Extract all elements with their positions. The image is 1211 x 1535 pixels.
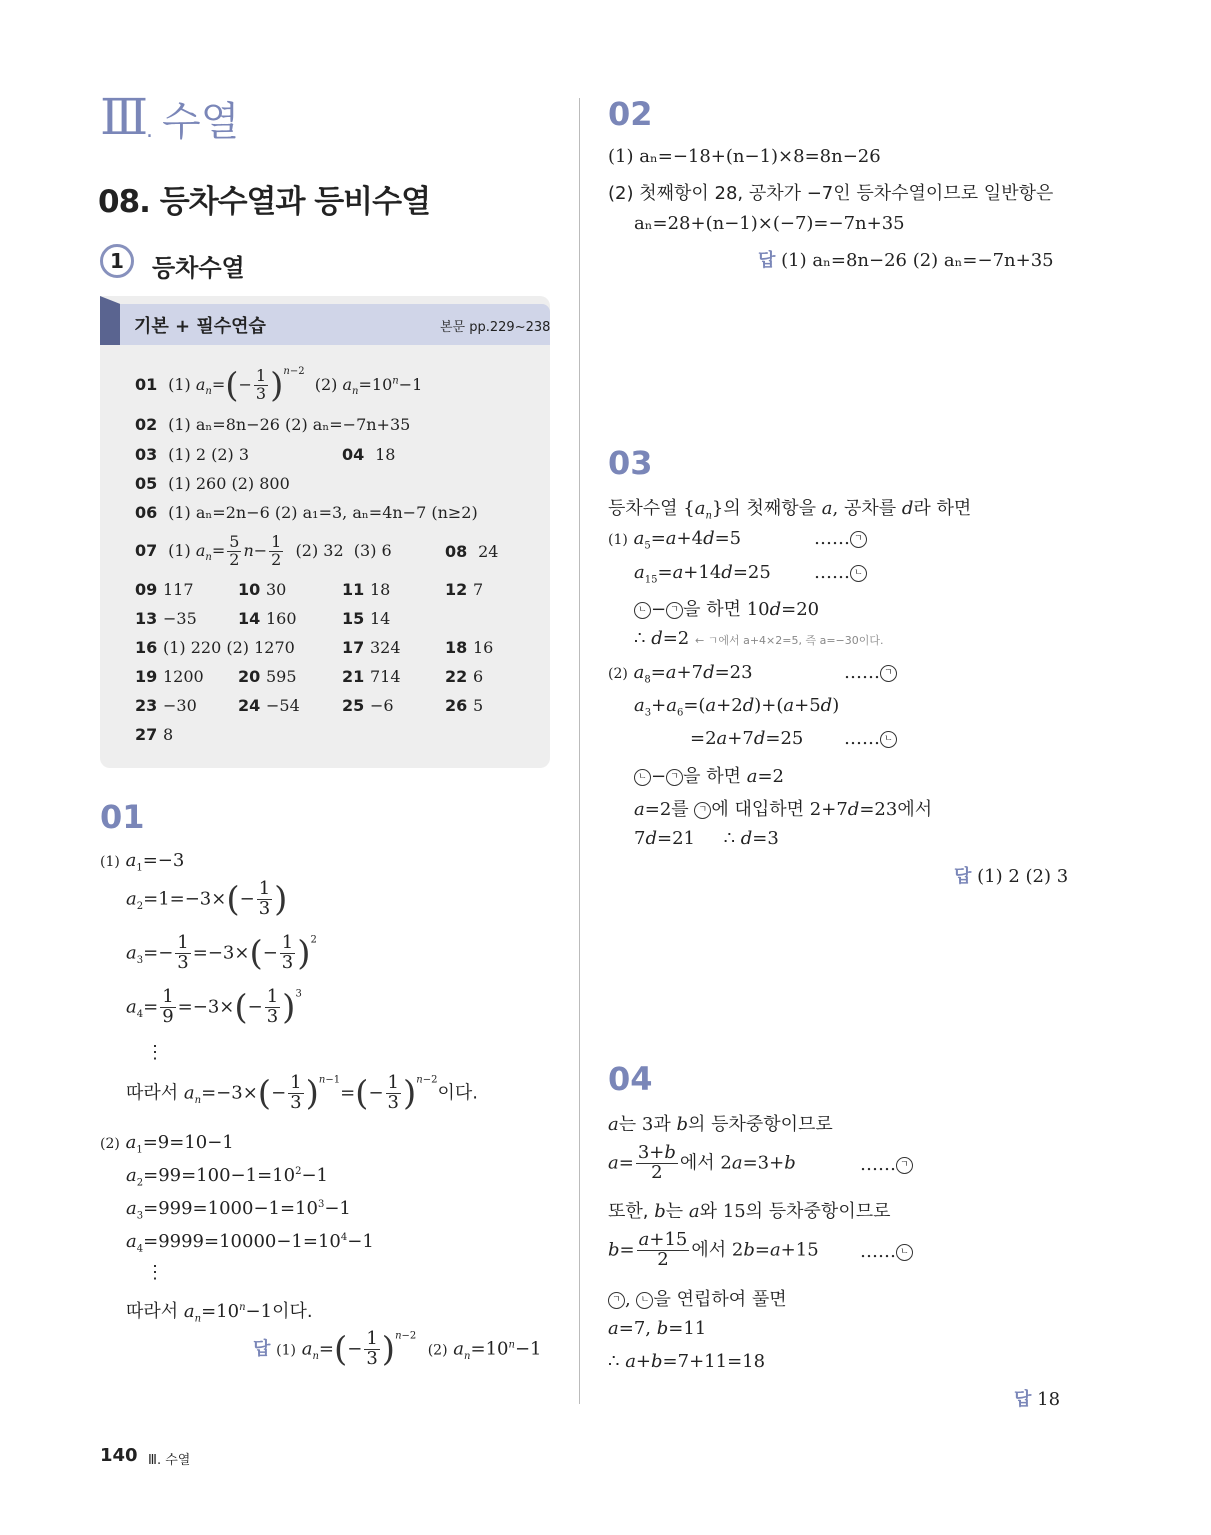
practice-answer-17 xyxy=(342,638,401,657)
p01-line: 따라서 $a_n=-3\times(-$ $\frac{1}{3}$ )$^{n-1}$=(− $\frac{1}{3}$ )$^{n-2}$이다. xyxy=(126,1072,478,1114)
p03-line: $a_3+a_6=(a+2d)+(a+5d)$ xyxy=(634,695,840,719)
answer-mark: 답 xyxy=(1014,1389,1032,1410)
answer-number: 05 xyxy=(135,474,158,493)
practice-answer-14 xyxy=(238,609,297,628)
answer-value: −6 xyxy=(370,696,394,715)
problem-number-02: 02 xyxy=(608,95,653,133)
p03-line: ∴ d=2 ← ㄱ에서 a+4×2=5, 즉 a=−30이다. xyxy=(634,628,884,649)
p04-marker: …… ㄱ xyxy=(860,1154,913,1175)
answer-number: 24 xyxy=(238,696,261,715)
practice-answer-19 xyxy=(135,667,204,686)
answer-number: 23 xyxy=(135,696,158,715)
p02-answer xyxy=(758,246,1054,272)
answer-value: 18 xyxy=(375,445,396,464)
section-title: 08. 등차수열과 등비수열 xyxy=(98,184,431,220)
practice-answer-07 xyxy=(135,534,392,569)
p01-line: $a_4=9999=10000-1=10^4-1$ xyxy=(126,1231,374,1255)
practice-answer-09 xyxy=(135,580,194,599)
p03-marker: …… ㄴ xyxy=(844,728,897,749)
p01-line: $a_4=$ $\frac{1}{9}$ =−3×(− $\frac{1}{3}$ )$^3$ xyxy=(126,986,302,1028)
p03-line: $a_{15}=a+14d=25$ xyxy=(634,562,771,586)
practice-answer-06 xyxy=(135,503,478,522)
p03-marker: …… ㄱ xyxy=(844,662,897,683)
answer-number: 13 xyxy=(135,609,158,628)
answer-number: 01 xyxy=(135,375,158,394)
answer-value: 8 xyxy=(163,725,174,744)
answer-mark: 답 xyxy=(954,866,972,887)
answer-value: (1) 220 (2) 1270 xyxy=(163,638,295,657)
answer-number: 07 xyxy=(135,540,158,560)
answer-value: 18 xyxy=(370,580,391,599)
p01-line: $a_3=-$ $\frac{1}{3}$ =−3×(− $\frac{1}{3}$ )$^2$ xyxy=(126,932,317,974)
answer-value: (1) aₙ=2n−6 (2) a₁=3, aₙ=4n−7 (n≥2) xyxy=(168,503,478,522)
practice-answer-16 xyxy=(135,638,295,657)
p03-line: a=2를 ㄱ 에 대입하면 2+7d=23에서 xyxy=(634,799,933,820)
answer-number: 18 xyxy=(445,638,468,657)
p01-vdots: ⋮ xyxy=(146,1262,164,1283)
answer-value: (1) $a_n=$ $\frac{5}{2}$ n− $\frac{1}{2}$ (2) 32 (3) 6 xyxy=(168,532,392,569)
practice-answer-13 xyxy=(135,609,197,628)
answer-number: 10 xyxy=(238,580,261,599)
practice-answer-23 xyxy=(135,696,197,715)
p03-line: ㄴ − ㄱ 을 하면 a=2 xyxy=(634,762,784,788)
answer-number: 26 xyxy=(445,696,468,715)
practice-title: 기본 + 필수연습 xyxy=(134,316,266,337)
problem-number-01: 01 xyxy=(100,798,145,836)
p03-line: ㄴ − ㄱ 을 하면 10d=20 xyxy=(634,595,819,621)
answer-number: 03 xyxy=(135,445,158,464)
answer-value: 6 xyxy=(473,667,484,686)
p03-line: 등차수열 $\{a_n\}$의 첫째항을 a, 공차를 d라 하면 xyxy=(608,498,972,522)
practice-answer-15 xyxy=(342,609,390,628)
answer-value: 5 xyxy=(473,696,484,715)
practice-page-ref: 본문 pp.229~238 xyxy=(440,320,551,335)
practice-answer-01 xyxy=(135,365,423,406)
p03-line: (2) $a_8=a+7d=23$ xyxy=(608,662,753,686)
answer-number: 12 xyxy=(445,580,468,599)
p03-line: (1) $a_5=a+4d=5$ xyxy=(608,528,742,552)
practice-answer-03 xyxy=(135,445,249,464)
p02-line-2: (2) 첫째항이 28, 공차가 −7인 등차수열이므로 일반항은 xyxy=(608,183,1054,204)
practice-answer-12 xyxy=(445,580,483,599)
answer-number: 16 xyxy=(135,638,158,657)
problem-number-04: 04 xyxy=(608,1060,653,1098)
p02-line-1: (1) aₙ=−18+(n−1)×8=8n−26 xyxy=(608,146,881,167)
practice-answer-26 xyxy=(445,696,483,715)
p04-line: a= $\frac{3+b}{2}$ 에서 2a=3+b xyxy=(608,1142,796,1183)
answer-number: 15 xyxy=(342,609,365,628)
answer-value: 324 xyxy=(370,638,401,657)
answer-number: 27 xyxy=(135,725,158,744)
answer-number: 25 xyxy=(342,696,365,715)
p02-line-3: aₙ=28+(n−1)×(−7)=−7n+35 xyxy=(634,213,905,234)
chapter-numeral: Ⅲ xyxy=(100,88,147,146)
answer-value: −35 xyxy=(163,609,197,628)
p01-line: (1) $a_1=-3$ xyxy=(100,850,185,874)
answer-value: 7 xyxy=(473,580,484,599)
p01-line: (2) $a_1=9=10-1$ xyxy=(100,1132,234,1156)
answer-number: 06 xyxy=(135,503,158,522)
page-number: 140 xyxy=(100,1445,138,1466)
p03-marker: …… ㄱ xyxy=(814,528,867,549)
answer-value: 117 xyxy=(163,580,194,599)
answer-number: 19 xyxy=(135,667,158,686)
answer-value: 16 xyxy=(473,638,494,657)
answer-number: 04 xyxy=(342,445,365,464)
practice-header-accent xyxy=(100,296,120,345)
answer-number: 11 xyxy=(342,580,365,599)
answer-value: 595 xyxy=(266,667,297,686)
answer-number: 22 xyxy=(445,667,468,686)
answer-value: 714 xyxy=(370,667,401,686)
p01-line: $a_2=1=-3\times(-$ $\frac{1}{3}$ ) xyxy=(126,878,288,920)
p03-line: =2a+7d=25 xyxy=(690,728,804,749)
answer-number: 02 xyxy=(135,415,158,434)
problem-number-03: 03 xyxy=(608,444,653,482)
practice-answer-08 xyxy=(445,542,498,561)
p04-answer xyxy=(1014,1385,1060,1411)
chapter-dot: . xyxy=(146,118,153,143)
answer-number: 09 xyxy=(135,580,158,599)
answer-number: 17 xyxy=(342,638,365,657)
answer-value: 14 xyxy=(370,609,391,628)
p04-line: ㄱ , ㄴ 을 연립하여 풀면 xyxy=(608,1285,787,1311)
p04-line: ∴ a+b=7+11=18 xyxy=(608,1351,766,1372)
practice-answer-04 xyxy=(342,445,395,464)
answer-value: 160 xyxy=(266,609,297,628)
practice-answer-20 xyxy=(238,667,297,686)
practice-answer-11 xyxy=(342,580,390,599)
p01-vdots: ⋮ xyxy=(146,1042,164,1063)
p04-line: a=7, b=11 xyxy=(608,1318,707,1339)
answer-number: 08 xyxy=(445,542,468,561)
p03-answer xyxy=(954,862,1068,888)
p03-marker: …… ㄴ xyxy=(814,562,867,583)
p04-line: b= $\frac{a+15}{2}$ 에서 2b=a+15 xyxy=(608,1229,819,1270)
column-divider xyxy=(579,98,580,1404)
subsection-number-badge: 1 xyxy=(100,244,134,278)
answer-text: 18 xyxy=(1037,1389,1061,1410)
p04-line: a는 3과 b의 등차중항이므로 xyxy=(608,1114,833,1135)
answer-value: (1) 2 (2) 3 xyxy=(168,445,250,464)
p04-line: 또한, b는 a와 15의 등차중항이므로 xyxy=(608,1201,891,1222)
practice-answer-25 xyxy=(342,696,394,715)
footer-chapter: Ⅲ. 수열 xyxy=(148,1453,191,1468)
practice-answer-02 xyxy=(135,415,410,434)
p03-line: 7d=21 ∴ d=3 xyxy=(634,828,779,849)
practice-answer-18 xyxy=(445,638,493,657)
subsection-title: 등차수열 xyxy=(152,254,245,282)
answer-value: 1200 xyxy=(163,667,204,686)
p01-line: $a_3=999=1000-1=10^3-1$ xyxy=(126,1198,351,1222)
answer-text: (1) aₙ=8n−26 (2) aₙ=−7n+35 xyxy=(781,250,1054,271)
p01-line: $a_2=99=100-1=10^2-1$ xyxy=(126,1165,328,1189)
answer-value: (1) 260 (2) 800 xyxy=(168,474,290,493)
answer-text: (1) 2 (2) 3 xyxy=(977,866,1069,887)
practice-answer-10 xyxy=(238,580,286,599)
answer-number: 14 xyxy=(238,609,261,628)
p01-line: 따라서 $a_n=10^n-1$이다. xyxy=(126,1301,313,1325)
answer-value: 30 xyxy=(266,580,287,599)
answer-value: (1) $a_n=(-$ $\frac{1}{3}$ )$^{n-2}$ (2) $a_n=10^n-1$ xyxy=(168,365,423,406)
answer-mark: 답 xyxy=(758,250,776,271)
answer-number: 21 xyxy=(342,667,365,686)
answer-number: 20 xyxy=(238,667,261,686)
practice-answer-24 xyxy=(238,696,300,715)
practice-answer-21 xyxy=(342,667,401,686)
p04-marker: …… ㄴ xyxy=(860,1241,913,1262)
p01-answer: 답 (1) $a_n=(-$ $\frac{1}{3}$ )$^{n-2}$ (2) $a_n=10^n-1$ xyxy=(253,1328,542,1370)
chapter-title: 수열 xyxy=(162,99,240,145)
practice-answer-22 xyxy=(445,667,483,686)
answer-value: 24 xyxy=(478,542,499,561)
practice-answer-27 xyxy=(135,725,173,744)
answer-value: −30 xyxy=(163,696,197,715)
answer-value: −54 xyxy=(266,696,300,715)
practice-answer-05 xyxy=(135,474,290,493)
answer-value: (1) aₙ=8n−26 (2) aₙ=−7n+35 xyxy=(168,415,411,434)
